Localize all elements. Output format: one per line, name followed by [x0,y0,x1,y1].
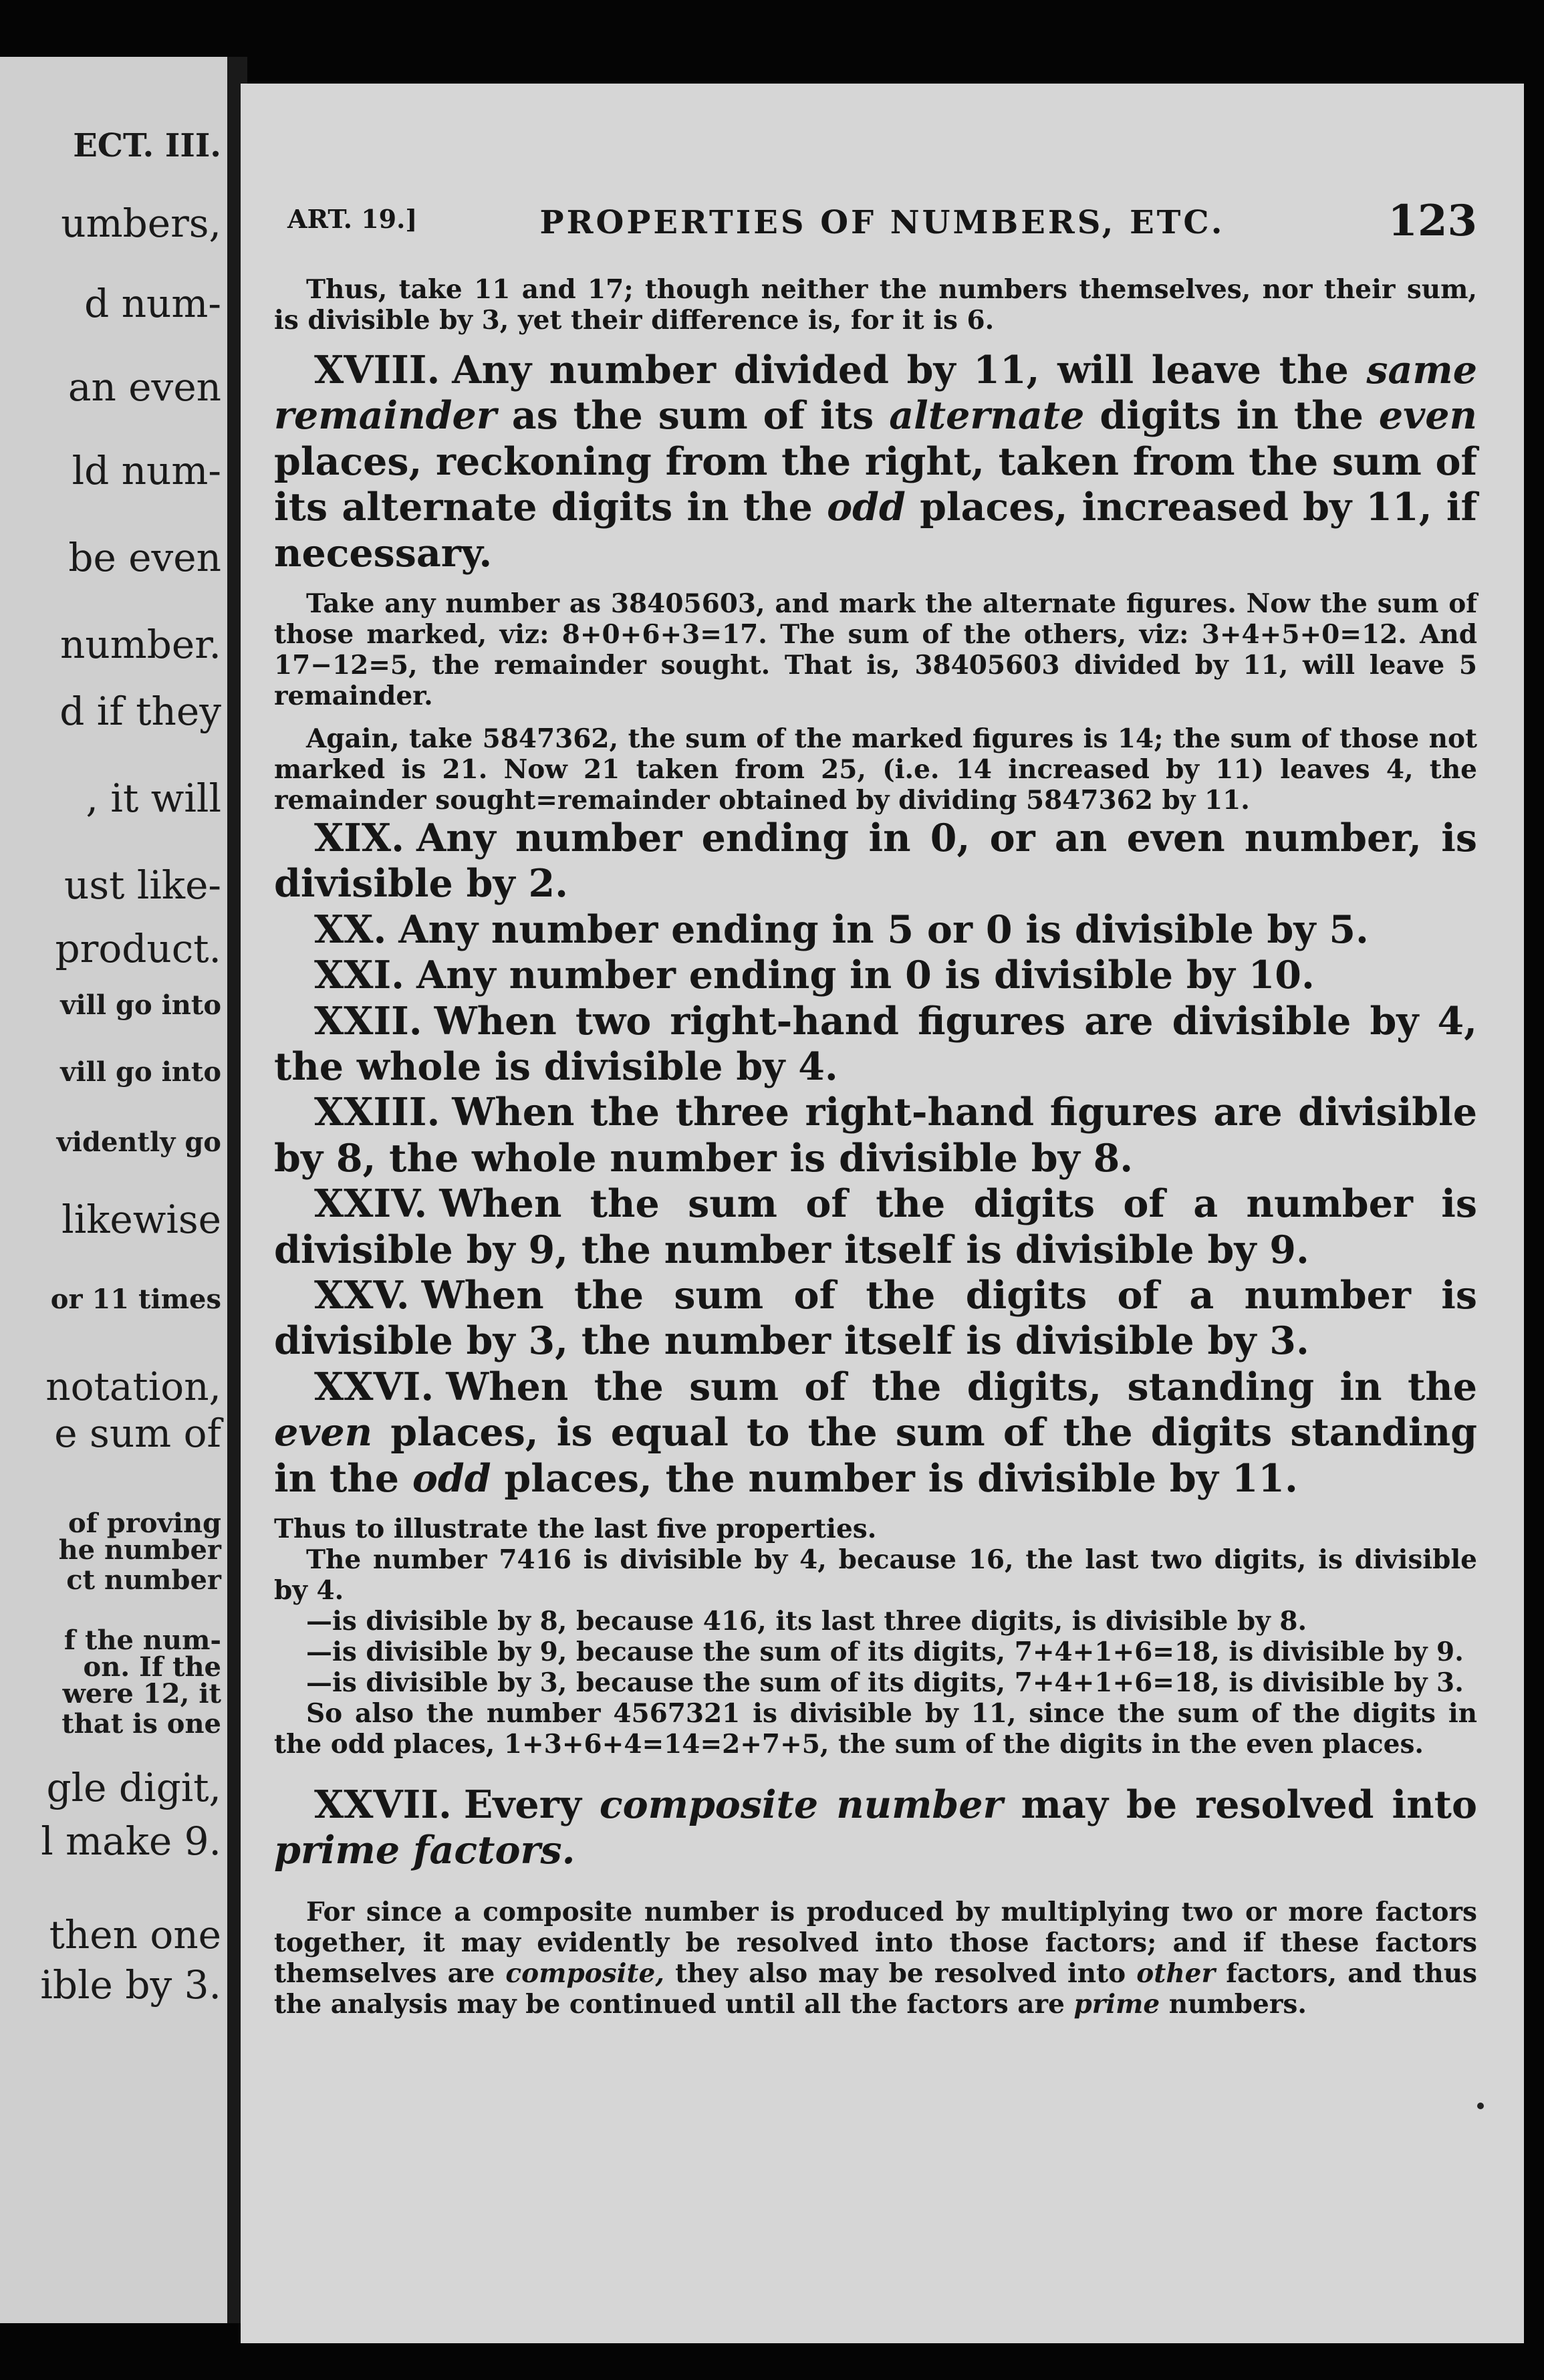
property-xxiv [274,1181,1477,1273]
ink-dot [1477,2103,1484,2109]
property-xx [274,907,1477,953]
left-page-text-fragment: e sum of [54,1411,221,1456]
italic-run: odd [827,485,906,530]
italic-run: composite, [505,1957,664,1989]
left-page-text-fragment: d if they [59,689,221,734]
example-paragraph [274,274,1477,336]
left-page-text-fragment: product. [55,926,221,971]
property-xxii [274,999,1477,1090]
text-run: When the sum of the digits of a number is divisible by 9, the number itself is divisible by 9. [274,1181,1477,1272]
property-number: XXVI. [314,1364,434,1409]
page-title: PROPERTIES OF NUMBERS, ETC. [539,204,1225,241]
left-page-text-fragment: on. If the [83,1651,221,1683]
text-run: places, the number is divisible by 11. [491,1455,1298,1501]
property-xxv [274,1273,1477,1364]
text-run: For since a composite number is produced by multiplying two or more factors together, it may evidently be resolved into those factors; and if these factors themselves are [274,1896,1477,1989]
left-page-text-fragment: be even [68,535,221,580]
property-number: XIX. [314,816,404,861]
property-xviii [274,348,1477,576]
property-number: XX. [314,907,387,952]
property-number: XXV. [314,1273,410,1318]
property-xxi [274,953,1477,998]
left-page-text-fragment: f the num- [63,1625,221,1656]
italic-run: prime [1073,1988,1160,2020]
text-run: factors, and thus the analysis may be continued until all the factors are [274,1957,1478,2020]
left-page-text-fragment: d num- [84,281,221,326]
left-page-text-fragment: vidently go [56,1126,221,1158]
text-run: numbers. [1160,1988,1307,2020]
left-page-text-fragment: gle digit, [46,1765,221,1810]
running-header [287,197,1477,251]
left-page-text-fragment: umbers, [61,201,221,246]
text-run: they also may be resolved into [664,1957,1137,1989]
page-number: 123 [1388,196,1477,246]
property-xxiii [274,1090,1477,1181]
property-number: XXI. [314,953,404,998]
text-run: Any number ending in 0 is divisible by 10. [416,953,1315,998]
italic-run: composite number [599,1782,1003,1828]
text-run: places, is equal to the sum of the digits standing in the [274,1410,1477,1501]
example-text: Take any number as 38405603, and mark the alternate figures. Now the sum of those marked, viz: 8+0+6+3=17. The sum of the others, viz: 3+4+5+0=12. And 17−12=5, the remainder sought. That is, 38405603 divided by 11, will leave 5 remainder. [274,588,1477,712]
left-page-text-fragment: vill go into [60,989,221,1021]
right-page [241,84,1524,2343]
left-page-text-fragment: he number [58,1534,221,1566]
left-page-text-fragment: notation, [45,1364,221,1409]
text-run: may be resolved into [1003,1782,1478,1828]
left-page-text-fragment: of proving [68,1508,221,1539]
property-number: XXIII. [314,1090,440,1135]
text-run: Every [463,1782,600,1828]
left-page-text-fragment: ECT. III. [73,127,221,164]
example-text: —is divisible by 9, because the sum of its digits, 7+4+1+6=18, is divisible by 9. [306,1637,1464,1668]
text-run: places, increased by 11, if necessary. [274,485,1477,576]
example-paragraph [274,1897,1477,2020]
example-text [274,1897,1477,2020]
left-page-text-fragment: ld num- [72,448,221,493]
italic-run: other [1136,1957,1216,1989]
left-page-text-fragment: ible by 3. [40,1962,221,2008]
italic-run: even [1378,393,1477,439]
example-text: Again, take 5847362, the sum of the marked figures is 14; the sum of those not marked is 21. Now 21 taken from 25, (i.e. 14 increased by 11) leaves 4, the remainder sought=remainder obtained by dividing 5847362 by 11. [274,723,1477,816]
page-body [274,274,1477,2020]
example-text: Thus to illustrate the last five properties. [274,1513,877,1544]
left-page-text-fragment: were 12, it [62,1678,221,1709]
article-reference: ART. 19.] [287,204,418,234]
left-page-text-fragment: that is one [61,1708,221,1740]
example-text: Thus, take 11 and 17; though neither the numbers themselves, nor their sum, is divisible by 3, yet their difference is, for it is 6. [274,274,1477,336]
left-page-fragment [0,57,235,2323]
property-number: XXIV. [314,1181,428,1227]
left-page-text-fragment: ct number [66,1564,221,1596]
left-page-text-fragment: vill go into [60,1056,221,1088]
example-paragraph [274,588,1477,816]
left-page-text-fragment: l make 9. [41,1818,221,1864]
left-page-text-fragment: number. [60,622,221,667]
property-xxvii [274,1782,1477,1874]
italic-run: prime factors. [274,1828,575,1873]
property-number: XXII. [314,998,422,1044]
left-page-text-fragment: , it will [86,776,221,821]
left-page-text-fragment: then one [49,1912,221,1957]
property-xxvi [274,1364,1477,1502]
illustration-block [274,1514,1477,1760]
example-text: So also the number 4567321 is divisible by 11, since the sum of the digits in the odd places, 1+3+6+4=14=2+7+5, the sum of the digits in the even places. [274,1698,1477,1760]
example-text: The number 7416 is divisible by 4, because 16, the last two digits, is divisible by 4. [274,1544,1477,1606]
text-run: as the sum of its [496,393,890,439]
italic-run: same remainder [274,348,1477,439]
text-run: digits in the [1084,393,1379,439]
text-run: When two right-hand figures are divisible by 4, the whole is divisible by 4. [274,998,1477,1090]
left-page-text-fragment: ust like- [63,862,221,908]
property-number: XXVII. [314,1782,452,1828]
property-xix [274,816,1477,907]
example-text: —is divisible by 8, because 416, its last three digits, is divisible by 8. [306,1606,1307,1637]
text-run: When the sum of the digits of a number is divisible by 3, the number itself is divisible by 3. [274,1273,1477,1364]
italic-run: even [274,1410,373,1455]
left-page-text-fragment: or 11 times [50,1284,221,1315]
text-run: Any number ending in 0, or an even number, is divisible by 2. [274,816,1477,907]
italic-run: alternate [889,393,1085,439]
text-run: Any number divided by 11, will leave the [452,348,1367,393]
italic-run: odd [412,1455,491,1501]
left-page-text-fragment: an even [68,364,221,410]
example-text: —is divisible by 3, because the sum of its digits, 7+4+1+6=18, is divisible by 3. [306,1667,1464,1699]
text-run: Any number ending in 5 or 0 is divisible by 5. [398,907,1369,952]
text-run: places, reckoning from the right, taken from the sum of its alternate digits in the [274,439,1477,530]
left-page-text-fragment: likewise [61,1197,221,1242]
text-run: When the sum of the digits, standing in the [446,1364,1477,1409]
text-run: When the three right-hand figures are divisible by 8, the whole number is divisible by 8. [274,1090,1477,1181]
property-number: XVIII. [314,348,440,393]
